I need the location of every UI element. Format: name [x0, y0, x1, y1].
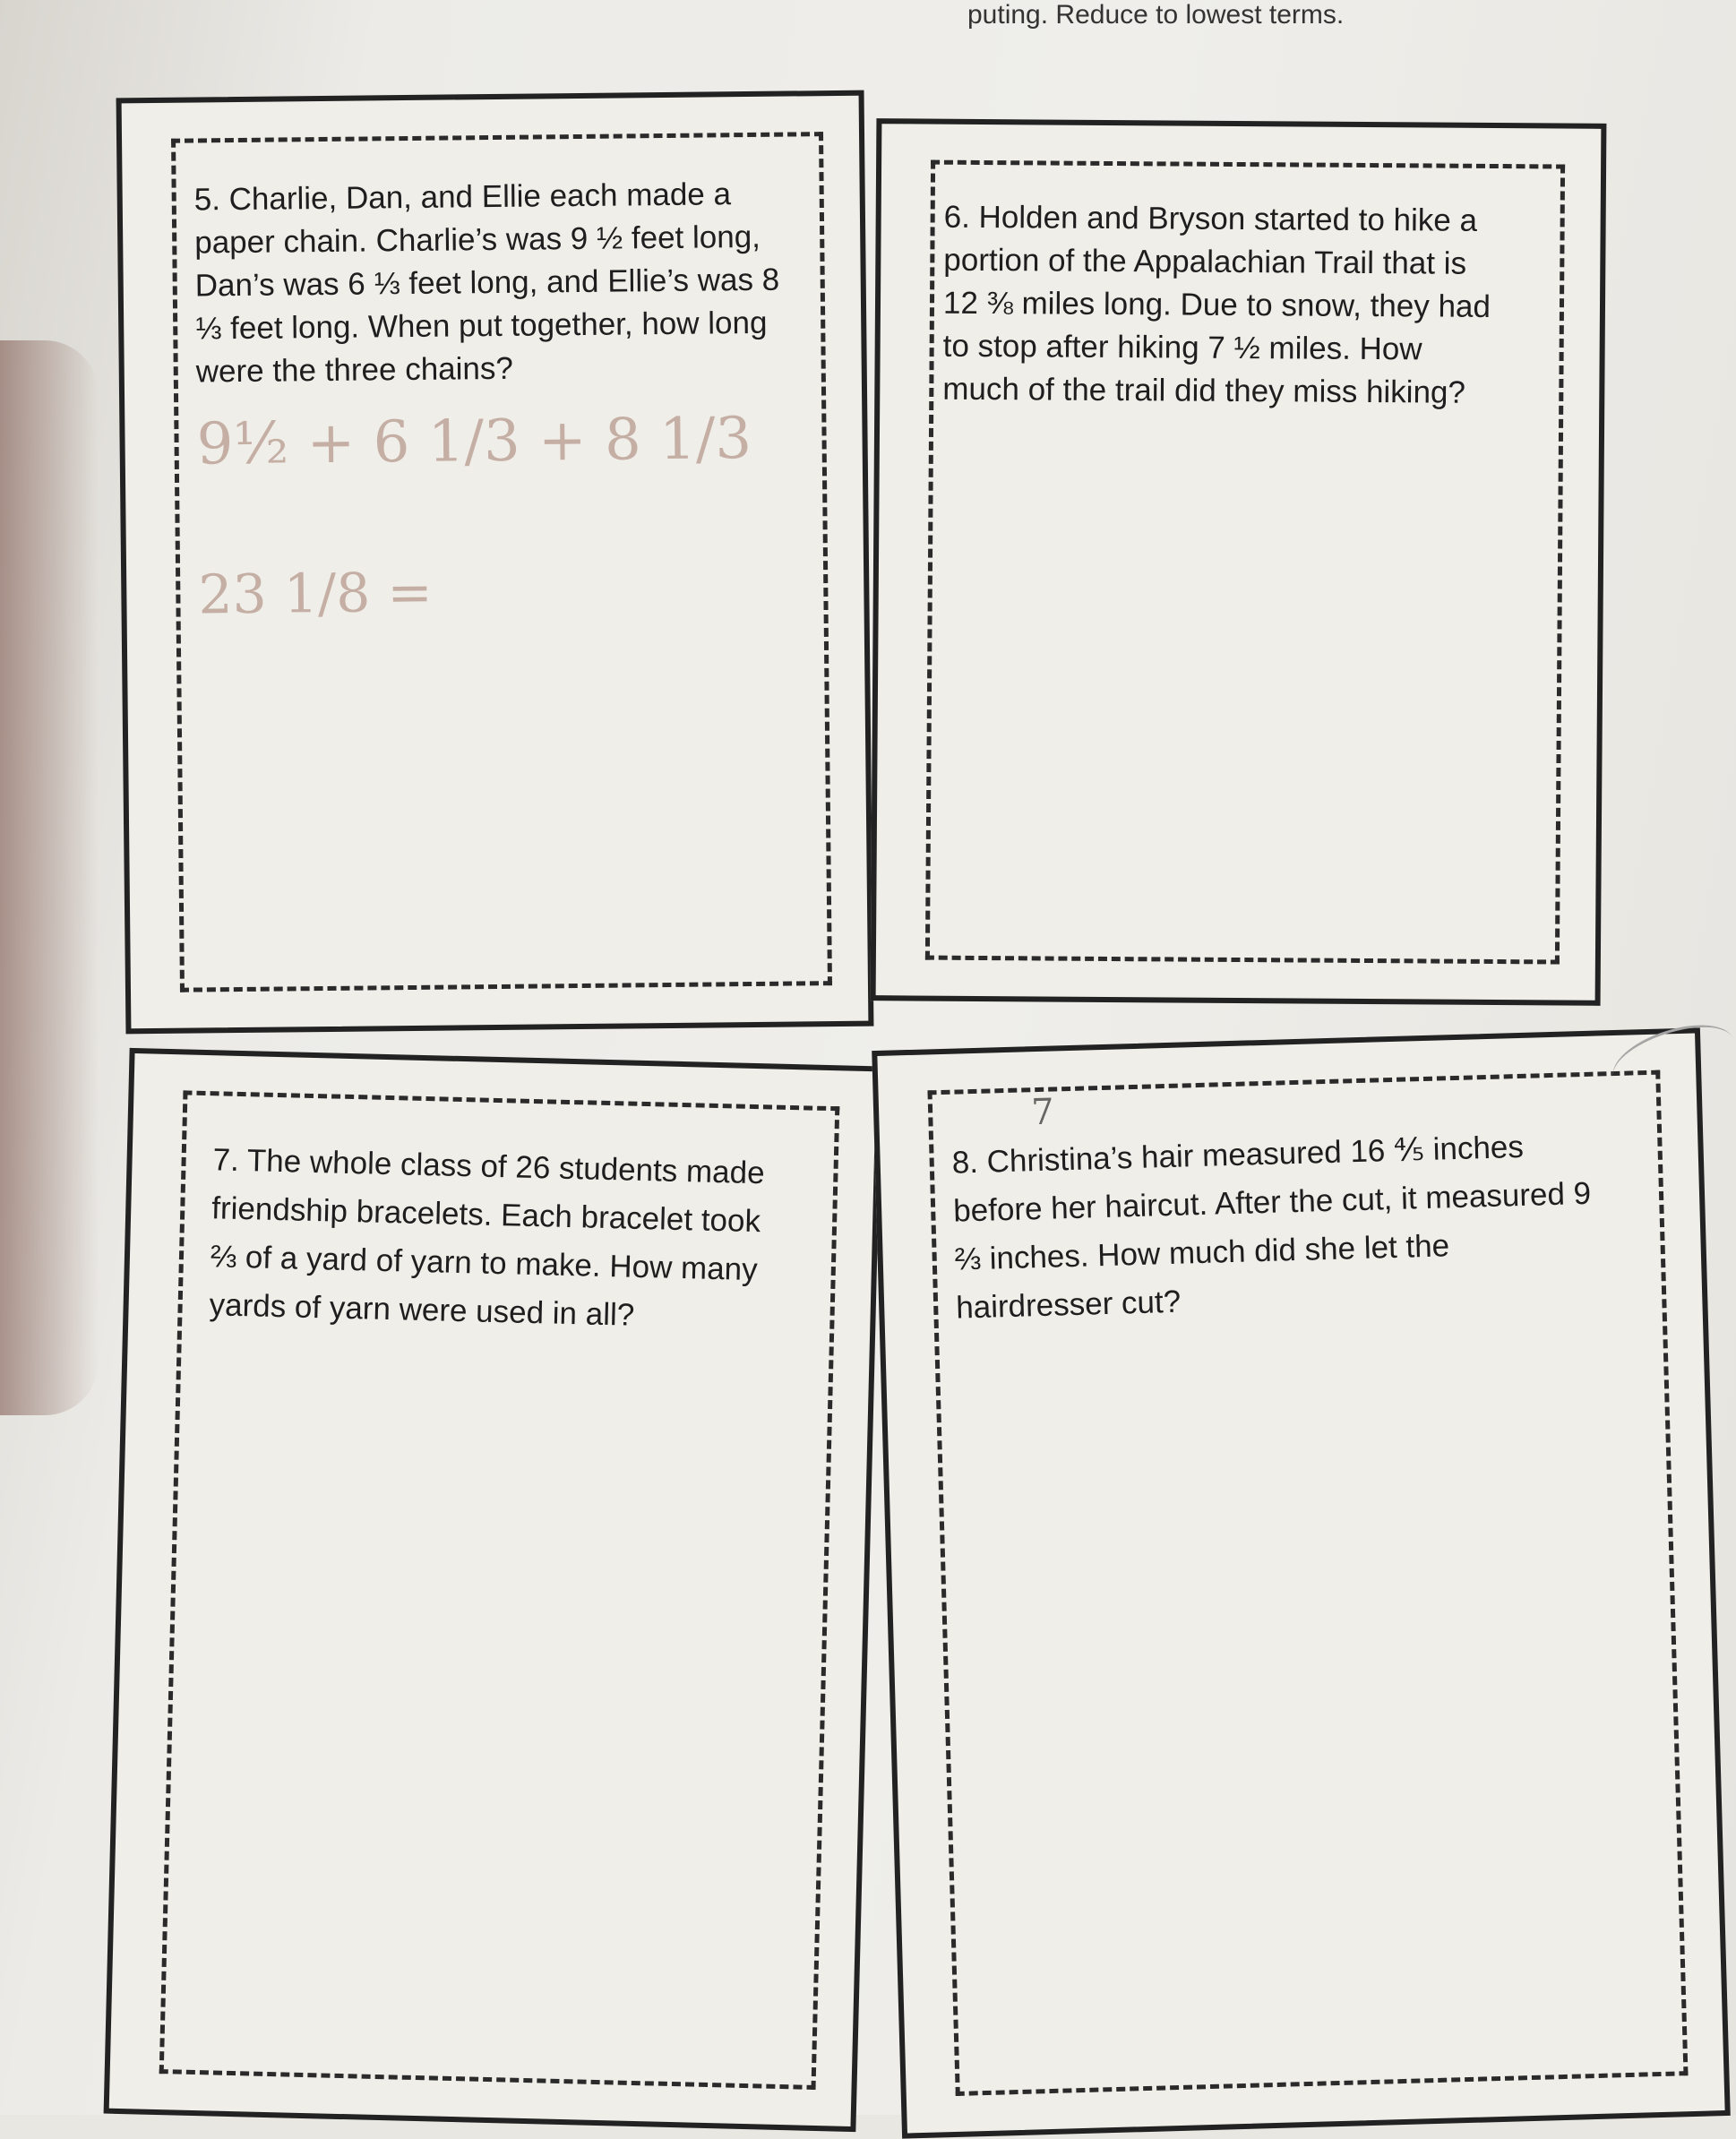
problem-5-text: 5. Charlie, Dan, and Ellie each made a paper chain. Charlie’s was 9 ½ feet long, Dan’s was 6 ⅓ feet long, and Ellie’s was 8 ⅓ feet long. When put together, how long were the three chains?: [193, 176, 780, 390]
problem-card-7: [104, 1048, 882, 2132]
problem-8-mark: 7: [1030, 1091, 1055, 1134]
problem-6-text: 6. Holden and Bryson started to hike a portion of the Appalachian Trail that is 12 ⅜ miles long. Due to snow, they had to stop after hiking 7 ½ miles. How much of the trail did they miss hiking?: [942, 199, 1491, 410]
problem-5-work-line1: 9½ + 6 1/3 + 8 1/3: [196, 405, 752, 478]
problem-5-work-line2: 23 1/8 =: [198, 561, 434, 627]
hand-shadow: [0, 340, 99, 1415]
problem-card-8: [872, 1027, 1731, 2138]
problem-8-text: 8. Christina’s hair measured 16 ⅘ inches before her haircut. After the cut, it measured 9 ⅔ inches. How much did she let the hairdresser cut?: [951, 1129, 1592, 1326]
header-instruction: puting. Reduce to lowest terms.: [967, 0, 1345, 30]
problem-7-text: 7. The whole class of 26 students made friendship bracelets. Each bracelet took ⅔ of a yard of yarn to make. How many yards of yarn were used in all?: [209, 1142, 766, 1333]
problem-card-5: [116, 90, 874, 1035]
problem-card-6: [871, 118, 1607, 1006]
